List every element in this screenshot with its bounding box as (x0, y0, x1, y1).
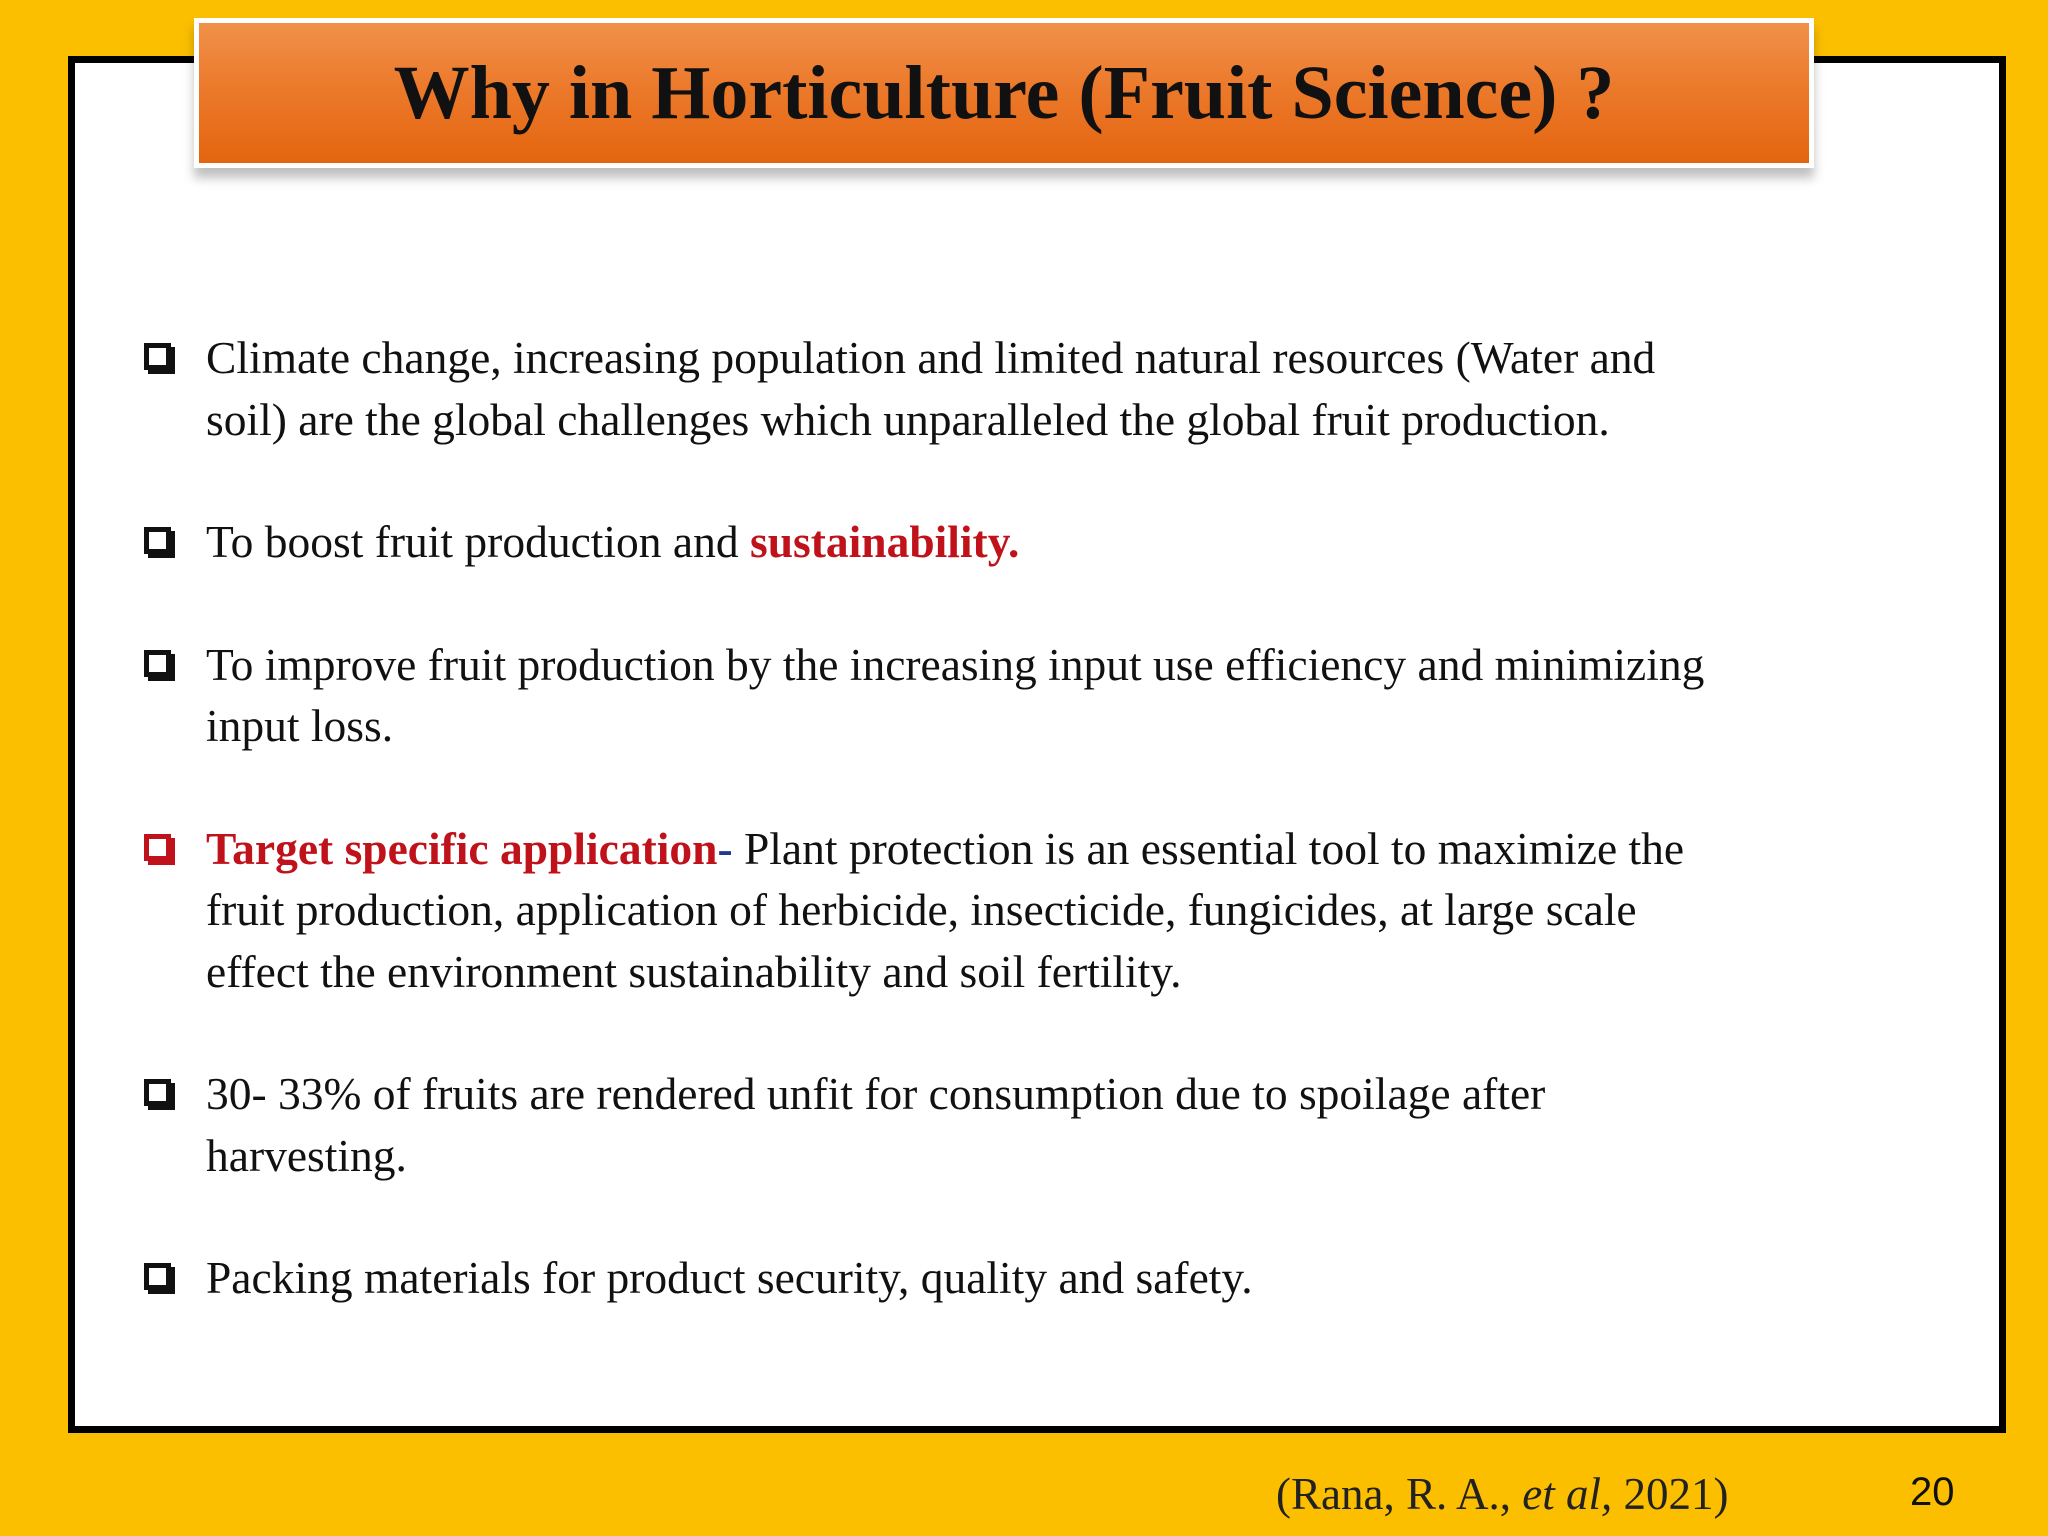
bullet-list (140, 327, 1740, 1309)
page-number: 20 (1910, 1470, 1955, 1514)
citation-prefix: (Rana, R. A., (1276, 1469, 1523, 1519)
bullet-separator: - (717, 822, 733, 874)
bullet-item (140, 634, 1740, 757)
bullet-text: Plant protection is an essential tool to maximize the fruit production, application of herbicide, insecticide, fungicides, at large scale effect the environment sustainability and soil fertility. (206, 822, 1685, 997)
citation-italic: et al, (1522, 1469, 1613, 1519)
bullet-highlight: Target specific application (206, 822, 718, 874)
bullet-text: Packing materials for product security, quality and safety. (206, 1252, 1253, 1303)
bullet-item (140, 818, 1740, 1003)
bullet-text: 30- 33% of fruits are rendered unfit for consumption due to spoilage after harvesting. (206, 1068, 1546, 1181)
bullet-item (140, 1247, 1740, 1309)
checkbox-bullet-icon (144, 1263, 171, 1290)
bullet-item (140, 1063, 1740, 1186)
checkbox-bullet-icon (144, 1079, 171, 1106)
citation (1276, 1468, 1728, 1520)
slide-title: Why in Horticulture (Fruit Science) ? (393, 50, 1615, 135)
bullet-text: Climate change, increasing population and limited natural resources (Water and soil) are the global challenges which unparalleled the global fruit production. (206, 332, 1656, 445)
checkbox-bullet-icon (144, 343, 171, 370)
title-banner (194, 18, 1814, 168)
citation-suffix: 2021) (1612, 1469, 1729, 1519)
checkbox-bullet-icon (144, 834, 171, 861)
bullet-item (140, 327, 1740, 450)
checkbox-bullet-icon (144, 527, 171, 554)
bullet-text: To boost fruit production and (206, 516, 751, 567)
bullet-text: To improve fruit production by the increasing input use efficiency and minimizing input loss. (206, 638, 1705, 751)
bullet-item (140, 511, 1740, 573)
checkbox-bullet-icon (144, 650, 171, 677)
bullet-highlight: sustainability. (750, 516, 1020, 567)
